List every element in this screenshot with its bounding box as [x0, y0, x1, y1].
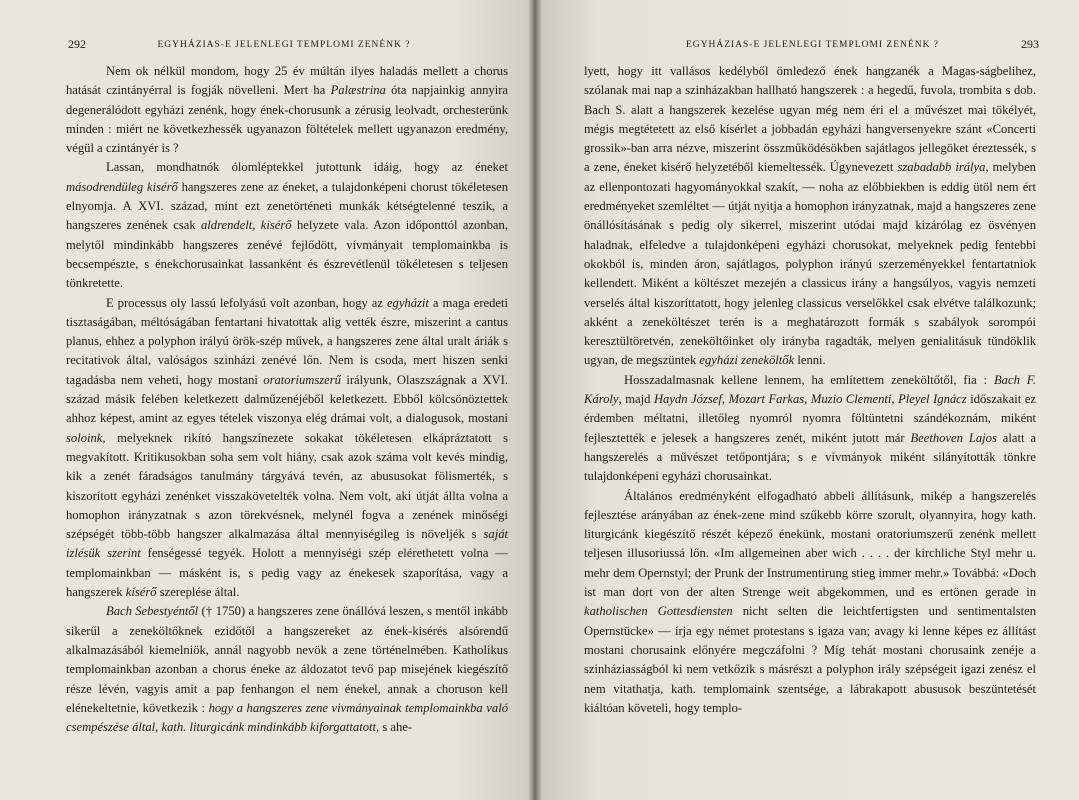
italic-text: szabadabb irálya: [897, 160, 986, 175]
italic-text: katholischen Gottesdiensten: [584, 604, 733, 619]
left-page-number: 292: [68, 37, 86, 51]
left-running-head: [68, 37, 500, 51]
italic-text: egyházi zeneköltők: [699, 353, 795, 368]
italic-text: Bach F. Károly: [584, 372, 1036, 407]
right-running-title: EGYHÁZIAS-E JELENLEGI TEMPLOMI ZENÉNK ?: [685, 40, 940, 50]
paragraph: Bach Sebestyéntől († 1750) a hangszeres zene önállóvá leszen, s mentől inkább sikerűl a zeneköltőknek ezidőtől a hangszereket az ének-kisérés alsórendű alkalmazásából kiemelniök, annál nagyobb nevök a zene történelmében. Katholikus templomainkban azonban a chorus éneke az áldozatot tevő pap misejének kiegészítő része lévén, vagyis amit a pap fenhangon el nem énekel, annak a choruson kell elénekeltetnie, következik : hogy a hangszeres zene vivmányainak templomainkba való csempészése által, kath. liturgicánk mindinkább kiforgattatott, s ahe-: [66, 604, 508, 735]
italic-text: egyházit: [386, 295, 429, 310]
right-running-head: [586, 37, 1039, 51]
left-body-text: [66, 62, 508, 737]
italic-text: Haydn József: [653, 392, 722, 407]
italic-text: soloink: [66, 430, 103, 445]
italic-text: hogy a hangszeres zene vivmányainak templomainkba való csempészése által, kath. liturgicánk mindinkább kiforgattatott,: [66, 700, 508, 735]
left-page: [0, 0, 534, 800]
paragraph: Lassan, mondhatnók ólomléptekkel jutottunk idáig, hogy az éneket másodrendüleg kisérő hangszeres zene az éneket, a tulajdonképeni chorust tökéletesen elnyomja. A XVI. század, mint ezt zenetörténeti munkák kétségtelenné teszik, a hangszeres zenének csak aldrendelt, kisérő helyzete vala. Azon időponttól azonban, melytől mindinkább hangszeres zenévé fejlődött, vívmányait templomainkba is becsempészte, s énekchorusainkat lassanként és észrevétlenül tökéletesen s teljesen tönkretette.: [66, 160, 509, 291]
italic-text: Palæstrina: [330, 83, 386, 98]
italic-text: oratoriumszerű: [263, 372, 341, 387]
italic-text: aldrendelt, kisérő: [200, 218, 292, 233]
italic-text: Muzio Clementi: [810, 392, 892, 407]
italic-text: Bach Sebestyéntől: [106, 604, 199, 619]
paragraph: Nem ok nélkül mondom, hogy 25 év múltán ilyes haladás mellett a chorus hatását czintányérral is fogják növelleni. Mert ha Palæstrina óta napjainkig annyira degenerálódott egyházi zenénk, hogy ének-chorusunk a zérusig leolvadt, orchesterünk minden : miért ne következhessék ugyanazon föltételek mellett ugyanazon eredmény, végül a czintányér is ?: [66, 64, 508, 156]
right-body-text: [584, 62, 1036, 718]
italic-text: Pleyel Ignácz: [898, 392, 967, 407]
italic-text: másodrendüleg kisérő: [66, 179, 178, 194]
left-running-title: EGYHÁZIAS-E JELENLEGI TEMPLOMI ZENÉNK ?: [157, 40, 411, 50]
paragraph: Hosszadalmasnak kellene lennem, ha említettem zeneköltőtől, fia : Bach F. Károly, majd Haydn József, Mozart Farkas, Muzio Clementi, Pleyel Ignácz időszakait ez érdemben méltatni, illetőleg nyomról nyomra föltüntetni szándékoznám, miként fejlesztették e jelesek a hangszeres zenét, miként jutott már Beethoven Lajos alatt a hangszerelés a művészet tetőpontjára; s e vívmányok miként silányították tönkre tulajdonképeni egyházi chorusainkat.: [584, 372, 1036, 484]
italic-text: saját izlésük szerint: [66, 527, 508, 561]
paragraph: E processus oly lassú lefolyású volt azonban, hogy az egyházit a maga eredeti tisztaságában, méltóságában fentartani hivatottak alig vették észre, miszerint a cantus planus, ehhez a polyphon irályú örök-szép művek, a hangszeres zene által uralt áriák s recitativok által, valóságos szinházi zenévé lőn. Nem is csoda, mert hiszen senki tagadásba nem veheti, hogy mostani oratoriumszerű irályunk, Olaszszágnak a XVI. század másik felében keletkezett dalműzenéjéből keletkezett. Ebből kölcsönöztettek ahhoz képest, amint az egyes tételek viszonya elég drámai volt, a dialogusok, mostani soloink, melyeknek rikító hangszínezete sokakat tökéletesen elkápráztatott s megvakított. Kritikusokban soha sem volt hiány, csak azok száma volt kevés mindig, kik a zenét fáradságos tanulmány tárgyává tevén, az abususokat fölismerték, s kiszorított egyházi zenénket visszakövetelték volna. Nem volt, aki útját állta volna a homophon irányzatnak s azon törekvésnek, melynél fogva a zenének minőségi szépségét több-több hangszer alkalmazása által mennyiségileg is növeljék s saját izlésük szerint fenségessé tegyék. Holott a mennyiségi szép elérethetett volna — templomainkban — másként is, s pedig vagy az énekesek szaporítása, vagy a hangszerek kísérő szereplése által.: [66, 295, 508, 600]
paragraph: Általános eredményként elfogadható abbeli állításunk, mikép a hangszerelés fejlesztése arányában az ének-zene mind szűkebb körre szorult, olyannyira, hogy kath. liturgicánk kiegészítő részét képező énekünk, mostani oratoriumszerű zenénk mellett teljesen illusoriussá lőn. «Im allgemeinen aber wich . . . . der kirchliche Styl mehr u. mehr dem Opernstyl; der Prunk der Instrumentirung stieg immer mehr.» Továbbá: «Doch ist man dort von der alten Strenge weit abgekommen, und es ertönen gerade in katholischen Gottesdiensten nicht selten die leichtfertigsten und sentimentalsten Opernstücke» — írja egy német protestans s igaza van; avagy ki lenne képes ez állítást mostani chorusaink előnyére megczáfolni ? Míg tehát mostani chorusaink zenéje a szinháziasságból ki nem vetkőzik s másrészt a polyphon irály szépségeit igazi zenész el nem vitathatja, kath. templomaink szentsége, a lábrakapott abususok beszüntetését kiáltóan követeli, hogy templo-: [584, 488, 1036, 715]
paragraph: lyett, hogy itt vallásos kedélyből ömledező ének hangzanék a Magas-ságbelihez, szólanak mai nap a szinházakban hallható hangszerek : a hegedű, fuvola, trombita s dob. Bach S. alatt a hangszerek kezelése ugyan még nem éri el a művészet mai tökélyét, mégis megtétetett az első kísérlet a jobbadán egyházi hangversenyekre szánt «Concerti grossik»-ban arra nézve, miszerint összműködésökben sajátlagos jellegöket éreztessék, s a zene, éneket kisérő helyzetéből kiemeltessék. Úgynevezett szabadabb irálya, melyben az ellenpontozati hagyományokkal szakít, — noha az előbbiekben is eddig ütöl nem ért eredményeket szemléltet — útját nyitja a homophon irányzatnak, majd a hangszeres zene önállósításának s pedig oly sikerrel, miszerint utódai majd kizárólag ez ösvényen haladnak, elfeledve a tulajdonképeni egyházi chorusokat, melyeknek pedig fentebbi okokból is, minden áron, sajátlagos, polyphon irányú szerzeményekkel fentartatniok kellendett. Miként a költészet mezején a classicus irány a hangsúlyos, vagyis nemzeti verselés által kiszoríttatott, hogy jelenleg classicus verselőkkel csak elvétve találkozunk; akként a zeneköltészet terén is a meghatározott formák s szabályok sorompói keresztültöretvén, zeneköltőinket oly irányba ragadták, melyen genialitásuk tündöklik ugyan, de megszüntek egyházi zeneköltők lenni.: [584, 64, 1036, 368]
italic-text: kísérő: [125, 585, 157, 600]
right-page: [534, 0, 1079, 800]
right-page-number: 293: [1021, 37, 1039, 51]
italic-text: Mozart Farkas: [728, 392, 805, 407]
italic-text: Beethoven Lajos: [910, 430, 997, 445]
